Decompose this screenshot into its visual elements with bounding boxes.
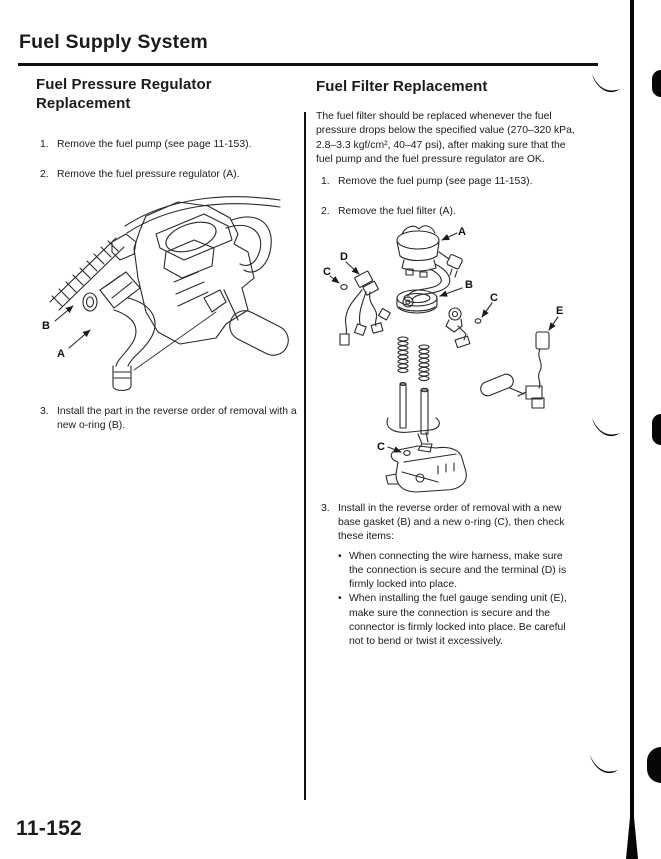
page-number: 11-152: [16, 817, 83, 840]
scan-edge-spike: [626, 796, 638, 859]
callout-letter-c3: C: [377, 441, 385, 453]
binding-mark-middle: [590, 416, 622, 444]
step-text: Install the part in the reverse order of removal with a new o-ring (B).: [57, 406, 297, 432]
bullet-marker: •: [338, 551, 342, 562]
binding-mark-top: [590, 72, 622, 100]
lc-step-1: [40, 138, 296, 152]
page-edge-mark-bottom: [647, 747, 661, 783]
page-edge-mark-middle: [652, 414, 661, 445]
step-text: Remove the fuel pump (see page 11-153).: [338, 176, 533, 187]
step-number: 2.: [40, 169, 49, 180]
callout-arrow-C-left: [330, 276, 339, 283]
callout-letter-a: A: [458, 226, 466, 238]
step-number: 1.: [40, 139, 49, 150]
callout-arrow-E: [549, 317, 558, 330]
step-number: 3.: [321, 503, 330, 514]
callout-letter-d: D: [340, 251, 348, 263]
callout-letter-e: E: [556, 305, 564, 317]
bullet-marker: •: [338, 593, 342, 605]
callout-letter-a: A: [57, 348, 65, 360]
callout-arrow-A: [69, 330, 90, 348]
callout-letter-c1: C: [323, 266, 331, 278]
step-number: 1.: [321, 176, 330, 187]
callout-arrow-C-mid: [482, 303, 492, 317]
scan-edge-line: [630, 0, 634, 859]
figure-fuel-filter-exploded: [318, 222, 586, 494]
figure-fuel-pressure-regulator: [28, 190, 298, 398]
step-text: Remove the fuel pressure regulator (A).: [57, 169, 240, 180]
fuel-filter-exploded-drawing: [318, 222, 586, 494]
step-text: Remove the fuel pump (see page 11-153).: [57, 139, 252, 150]
callout-letter-c2: C: [490, 292, 498, 304]
rc-step-1: [321, 175, 573, 189]
rc-step-2: [321, 205, 573, 219]
heading-fuel-pressure-regulator: Fuel Pressure Regulator Replacement: [36, 76, 212, 113]
list-item: [338, 592, 576, 649]
bullet-text: When connecting the wire harness, make sure the connection is secure and the terminal (D) is firmly locked into place.: [349, 551, 567, 591]
title-rule: [18, 63, 598, 66]
fuel-pump-regulator-drawing: [28, 190, 298, 398]
step-number: 2.: [321, 206, 330, 217]
heading-fuel-filter: Fuel Filter Replacement: [316, 78, 488, 95]
step-text: Remove the fuel filter (A).: [338, 206, 456, 217]
callout-arrow-A: [442, 233, 457, 240]
page-edge-mark-top: [652, 70, 661, 97]
fuel-filter-intro: The fuel filter should be replaced whenever the fuel pressure drops below the specified value (270–320 kPa, 2.8–3.3 kgf/cm², 40–47 psi), after making sure that the fuel pump and the fuel pressure regulator are OK.: [316, 111, 575, 166]
lc-step-2: [40, 168, 296, 182]
rc-step-3: [321, 502, 577, 544]
step-text: Install in the reverse order of removal with a new base gasket (B) and a new o-ring (C), then check these items:: [338, 503, 565, 543]
callout-arrow-B: [55, 306, 73, 321]
check-items-list: [338, 550, 576, 649]
step-number: 3.: [40, 406, 49, 417]
column-divider: [304, 112, 306, 800]
callout-letter-b: B: [465, 279, 473, 291]
callout-letter-b: B: [42, 320, 50, 332]
page-title: Fuel Supply System: [19, 31, 208, 53]
bullet-text: When installing the fuel gauge sending unit (E), make sure the connection is secure and the connector is firmly locked into place. Be careful not to bend or twist it excessively.: [349, 593, 567, 647]
callout-arrow-D: [346, 262, 359, 274]
lc-step-3: [40, 405, 298, 433]
binding-mark-bottom: [588, 753, 620, 781]
list-item: [338, 550, 576, 592]
